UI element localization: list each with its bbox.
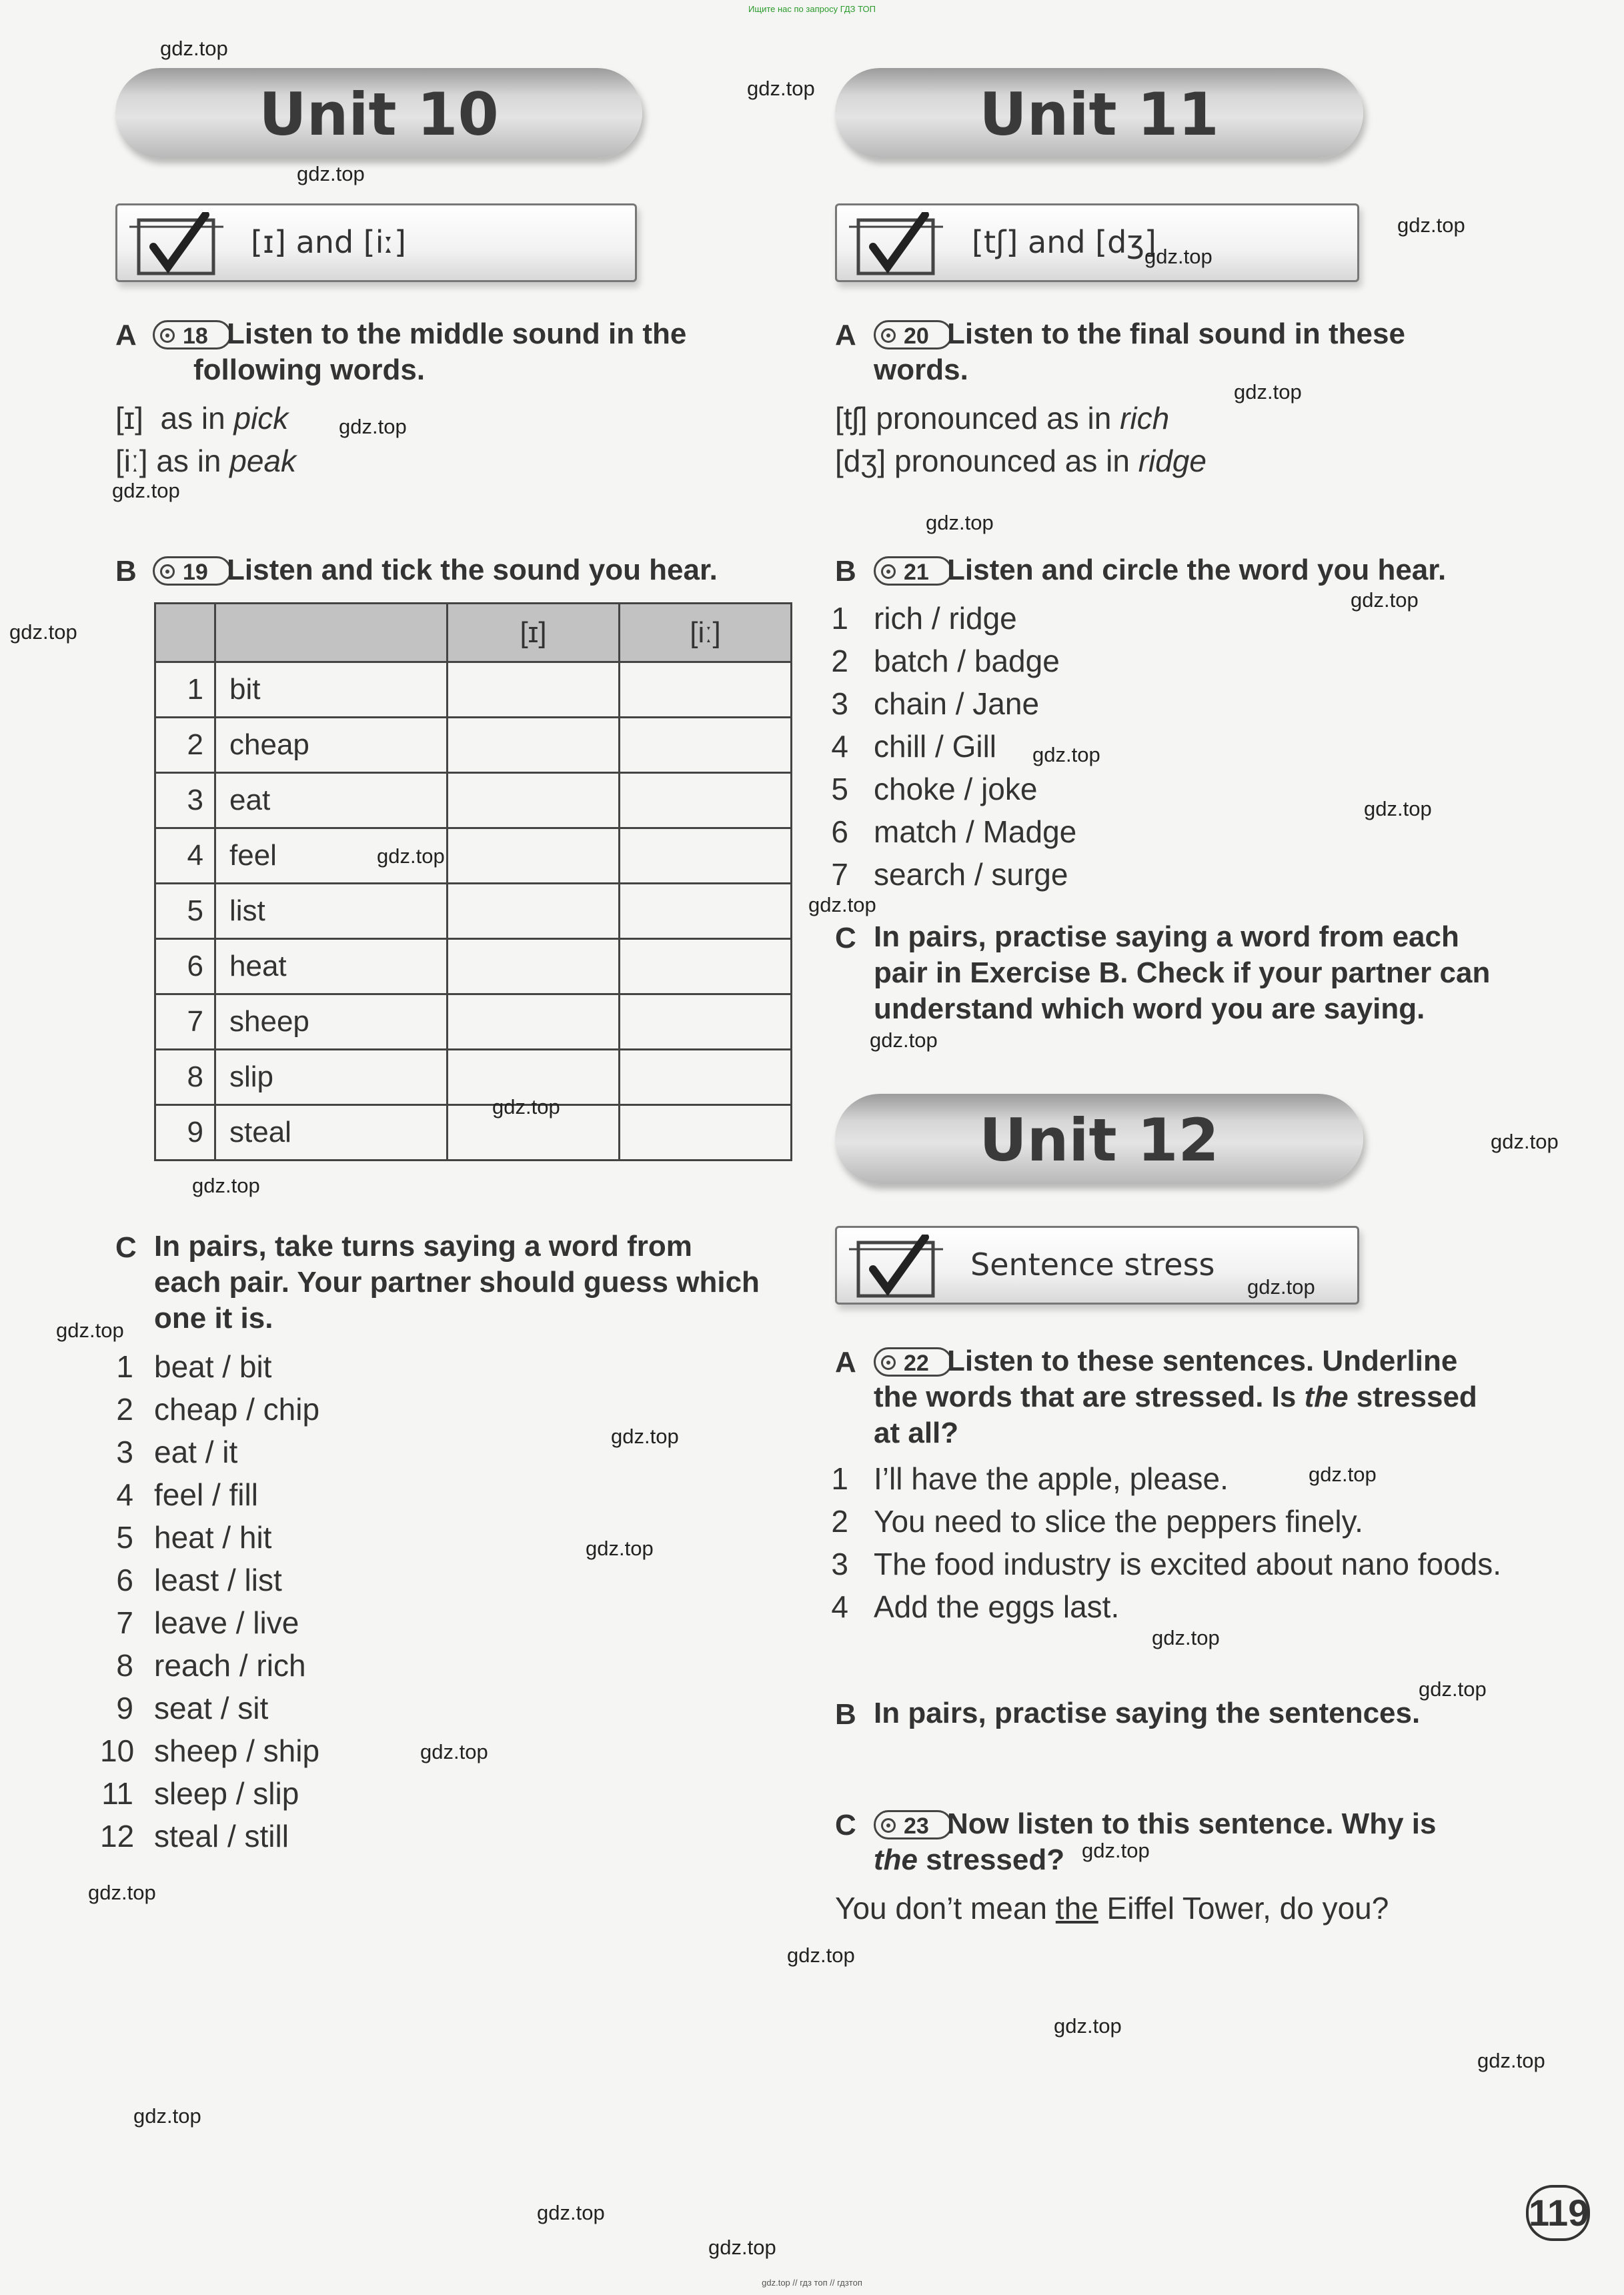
watermark: gdz.top (1351, 588, 1419, 612)
watermark: gdz.top (1397, 213, 1465, 237)
watermark: gdz.top (1491, 1130, 1559, 1153)
tick-cell[interactable] (620, 662, 792, 718)
item-number: 9 (116, 1691, 133, 1725)
sentence: You need to slice the peppers finely. (874, 1504, 1363, 1539)
checkmark-icon (846, 1235, 946, 1301)
word-pair: feel / fill (154, 1477, 258, 1512)
tick-table (154, 602, 792, 1161)
cd-disc-icon (160, 328, 175, 343)
tick-cell[interactable] (448, 884, 620, 939)
table-header-cell (215, 604, 448, 662)
instruction-emphasis: the (874, 1843, 918, 1876)
sentence-text: Eiffel Tower, do you? (1098, 1891, 1389, 1926)
word-choice[interactable]: search / surge (874, 857, 1068, 892)
exercise-instruction: Listen to these sentences. Underline (947, 1345, 1458, 1377)
word-pair: reach / rich (154, 1648, 306, 1683)
sentence-text: You don’t mean (835, 1891, 1056, 1926)
exercise-letter: A (835, 319, 856, 351)
word-choice[interactable]: rich / ridge (874, 601, 1017, 636)
audio-track-icon[interactable] (874, 556, 952, 586)
tick-cell[interactable] (448, 939, 620, 994)
unit-11-topic: [tʃ] and [dʒ] (972, 224, 1156, 260)
row-number: 8 (155, 1050, 215, 1105)
exercise-instruction: following words. (193, 353, 426, 386)
table-row (155, 718, 792, 773)
watermark: gdz.top (747, 77, 815, 100)
exercise-letter: C (835, 1809, 856, 1841)
tick-cell[interactable] (620, 1105, 792, 1161)
row-word: steal (215, 1105, 448, 1161)
exercise-instruction: In pairs, practise saying the sentences. (874, 1697, 1421, 1729)
track-number: 18 (183, 323, 208, 349)
item-number: 7 (831, 857, 848, 892)
audio-track-icon[interactable] (874, 1347, 952, 1377)
watermark: gdz.top (1054, 2014, 1122, 2038)
unit-10-topic-box (115, 203, 637, 282)
exercise-instruction (874, 1842, 1064, 1878)
watermark: gdz.top (9, 620, 77, 644)
phonetic-symbol: [ɪ] (115, 401, 143, 436)
watermark: gdz.top (160, 37, 228, 60)
sound-text: as in (156, 444, 221, 478)
watermark: gdz.top (377, 844, 445, 868)
tick-cell[interactable] (620, 773, 792, 828)
watermark: gdz.top (1032, 743, 1100, 766)
item-number: 3 (831, 1547, 848, 1581)
row-word: list (215, 884, 448, 939)
cd-disc-icon (160, 564, 175, 579)
watermark: gdz.top (1234, 380, 1302, 404)
item-number: 6 (831, 814, 848, 849)
item-number: 11 (101, 1776, 133, 1811)
exercise-instruction: pair in Exercise B. Check if your partner can (874, 956, 1491, 989)
row-word: cheap (215, 718, 448, 773)
cd-disc-icon (881, 564, 896, 579)
phonetic-symbol: [iː] (115, 444, 148, 478)
item-number: 12 (100, 1819, 135, 1853)
word-pair: least / list (154, 1563, 282, 1597)
exercise-letter: B (115, 555, 137, 588)
table-row (155, 1050, 792, 1105)
sound-text: as in (160, 401, 225, 436)
item-number: 1 (116, 1349, 133, 1384)
unit-11-title: Unit 11 (979, 80, 1219, 149)
sound-text: pronounced as in (876, 401, 1112, 436)
unit-10-title: Unit 10 (259, 80, 499, 149)
item-number: 10 (100, 1733, 135, 1768)
item-number: 5 (116, 1520, 133, 1555)
item-number: 4 (831, 1589, 848, 1624)
table-row (155, 773, 792, 828)
item-number: 5 (831, 772, 848, 806)
watermark: gdz.top (339, 415, 407, 438)
word-pair: leave / live (154, 1605, 299, 1640)
sound-example (115, 400, 288, 436)
row-number: 2 (155, 718, 215, 773)
tick-cell[interactable] (448, 718, 620, 773)
word-pair: steal / still (154, 1819, 289, 1853)
table-header-cell: [iː] (620, 604, 792, 662)
item-number: 3 (831, 686, 848, 721)
item-number: 3 (116, 1435, 133, 1469)
watermark: gdz.top (492, 1095, 560, 1118)
exercise-instruction: Now listen to this sentence. Why is (947, 1807, 1437, 1840)
row-number: 7 (155, 994, 215, 1050)
item-number: 2 (116, 1392, 133, 1427)
sound-word: rich (1120, 401, 1170, 436)
page-number: 119 (1526, 2185, 1590, 2241)
audio-track-icon[interactable] (874, 1810, 952, 1839)
watermark: gdz.top (537, 2201, 605, 2224)
cd-disc-icon (881, 1355, 896, 1370)
watermark: gdz.top (192, 1174, 260, 1197)
track-number: 19 (183, 560, 208, 585)
table-row (155, 662, 792, 718)
tick-cell[interactable] (620, 718, 792, 773)
tick-cell[interactable] (620, 994, 792, 1050)
item-number: 1 (831, 601, 848, 636)
item-number: 4 (831, 729, 848, 764)
row-number: 4 (155, 828, 215, 884)
exercise-instruction: words. (874, 353, 968, 386)
word-choice[interactable]: chill / Gill (874, 729, 997, 764)
watermark: gdz.top (133, 2104, 201, 2128)
unit-11-banner (835, 68, 1363, 158)
example-sentence (835, 1890, 1389, 1926)
footer-note: gdz.top // гдз топ // гдзтоп (762, 2278, 862, 2288)
tick-cell[interactable] (448, 994, 620, 1050)
word-choice[interactable]: choke / joke (874, 772, 1038, 806)
watermark: gdz.top (88, 1881, 156, 1904)
table-row (155, 994, 792, 1050)
row-number: 1 (155, 662, 215, 718)
tick-cell[interactable] (620, 939, 792, 994)
table-row (155, 828, 792, 884)
word-choice[interactable]: match / Madge (874, 814, 1077, 849)
word-pair: cheap / chip (154, 1392, 320, 1427)
watermark: gdz.top (708, 2236, 776, 2259)
watermark: gdz.top (112, 479, 180, 502)
sentence: I’ll have the apple, please. (874, 1461, 1229, 1496)
tick-cell[interactable] (448, 828, 620, 884)
item-number: 6 (116, 1563, 133, 1597)
track-number: 23 (904, 1813, 929, 1839)
word-pair: beat / bit (154, 1349, 272, 1384)
track-number: 22 (904, 1351, 929, 1376)
exercise-instruction (874, 1379, 1477, 1415)
exercise-instruction: at all? (874, 1417, 959, 1449)
row-number: 9 (155, 1105, 215, 1161)
exercise-instruction: Listen and tick the sound you hear. (227, 554, 718, 586)
table-row (155, 1105, 792, 1161)
watermark: gdz.top (56, 1319, 124, 1342)
exercise-letter: B (835, 1698, 856, 1731)
item-number: 2 (831, 1504, 848, 1539)
tick-cell[interactable] (448, 662, 620, 718)
sentence: The food industry is excited about nano foods. (874, 1547, 1502, 1581)
word-pair: seat / sit (154, 1691, 269, 1725)
tick-cell[interactable] (448, 773, 620, 828)
item-number: 7 (116, 1605, 133, 1640)
word-pair: heat / hit (154, 1520, 272, 1555)
instruction-text: stressed (1348, 1381, 1477, 1413)
audio-track-icon[interactable] (874, 320, 952, 349)
sound-word: pick (233, 401, 289, 436)
row-word: eat (215, 773, 448, 828)
tick-cell[interactable] (620, 828, 792, 884)
watermark: gdz.top (420, 1740, 488, 1763)
exercise-instruction: one it is. (154, 1302, 273, 1335)
item-number: 4 (116, 1477, 133, 1512)
word-pair: sleep / slip (154, 1776, 299, 1811)
row-word: feel (215, 828, 448, 884)
row-number: 5 (155, 884, 215, 939)
tick-cell[interactable] (620, 1050, 792, 1105)
row-number: 3 (155, 773, 215, 828)
row-word: slip (215, 1050, 448, 1105)
exercise-instruction: Listen to the middle sound in the (227, 317, 687, 350)
watermark: gdz.top (297, 162, 365, 185)
unit-12-topic: Sentence stress (970, 1247, 1215, 1283)
sound-example (835, 400, 1169, 436)
watermark: gdz.top (1144, 245, 1212, 268)
watermark: gdz.top (1309, 1463, 1377, 1486)
exercise-letter: B (835, 555, 856, 588)
item-number: 2 (831, 644, 848, 678)
exercise-instruction: In pairs, take turns saying a word from (154, 1230, 692, 1263)
cd-disc-icon (881, 328, 896, 343)
table-header-cell: [ɪ] (448, 604, 620, 662)
word-choice[interactable]: chain / Jane (874, 686, 1040, 721)
unit-10-topic: [ɪ] and [iː] (251, 224, 406, 260)
track-number: 20 (904, 323, 929, 349)
word-choice[interactable]: batch / badge (874, 644, 1060, 678)
watermark: gdz.top (870, 1028, 938, 1052)
row-word: sheep (215, 994, 448, 1050)
watermark: gdz.top (586, 1537, 654, 1560)
phonetic-symbol: [tʃ] (835, 401, 868, 436)
table-header-row (155, 604, 792, 662)
unit-12-title: Unit 12 (979, 1106, 1219, 1175)
checkmark-icon (127, 212, 227, 279)
watermark: gdz.top (1082, 1839, 1150, 1862)
watermark: gdz.top (1364, 797, 1432, 820)
watermark: gdz.top (787, 1944, 855, 1967)
row-word: heat (215, 939, 448, 994)
word-pair: sheep / ship (154, 1733, 320, 1768)
exercise-instruction: Listen and circle the word you hear. (947, 554, 1447, 586)
row-number: 6 (155, 939, 215, 994)
sound-text: pronounced as in (894, 444, 1130, 478)
exercise-letter: C (115, 1231, 137, 1264)
exercise-letter: A (835, 1346, 856, 1379)
item-number: 1 (831, 1461, 848, 1496)
underlined-word: the (1055, 1891, 1098, 1926)
audio-track-icon[interactable] (153, 556, 231, 586)
word-pair: eat / it (154, 1435, 238, 1469)
watermark: gdz.top (926, 511, 994, 534)
sound-example (115, 443, 296, 479)
cd-disc-icon (881, 1818, 896, 1833)
phonetic-symbol: [dʒ] (835, 444, 886, 478)
watermark: gdz.top (1419, 1677, 1487, 1701)
sound-word: ridge (1138, 444, 1207, 478)
unit-10-banner (115, 68, 642, 158)
table-row (155, 884, 792, 939)
exercise-instruction: Listen to the final sound in these (947, 317, 1405, 350)
row-word: bit (215, 662, 448, 718)
watermark: gdz.top (1152, 1626, 1220, 1649)
item-number: 8 (116, 1648, 133, 1683)
exercise-letter: C (835, 922, 856, 954)
sentence: Add the eggs last. (874, 1589, 1120, 1624)
unit-12-banner (835, 1094, 1363, 1184)
track-number: 21 (904, 560, 929, 585)
instruction-text: stressed? (918, 1843, 1065, 1876)
header-note: Ищите нас по запросу ГДЗ ТОП (748, 4, 876, 14)
watermark: gdz.top (1477, 2049, 1545, 2072)
audio-track-icon[interactable] (153, 320, 231, 349)
watermark: gdz.top (808, 893, 876, 916)
unit-11-topic-box (835, 203, 1359, 282)
exercise-instruction: each pair. Your partner should guess which (154, 1266, 760, 1299)
sound-example (835, 443, 1206, 479)
sound-word: peak (229, 444, 297, 478)
table-header-cell (155, 604, 215, 662)
exercise-letter: A (115, 319, 137, 351)
instruction-text: the words that are stressed. Is (874, 1381, 1305, 1413)
exercise-instruction: In pairs, practise saying a word from each (874, 920, 1459, 953)
watermark: gdz.top (1247, 1275, 1315, 1299)
exercise-instruction: understand which word you are saying. (874, 992, 1425, 1025)
table-row (155, 939, 792, 994)
watermark: gdz.top (611, 1425, 679, 1448)
tick-cell[interactable] (620, 884, 792, 939)
checkmark-icon (846, 212, 946, 279)
instruction-emphasis: the (1304, 1381, 1349, 1413)
